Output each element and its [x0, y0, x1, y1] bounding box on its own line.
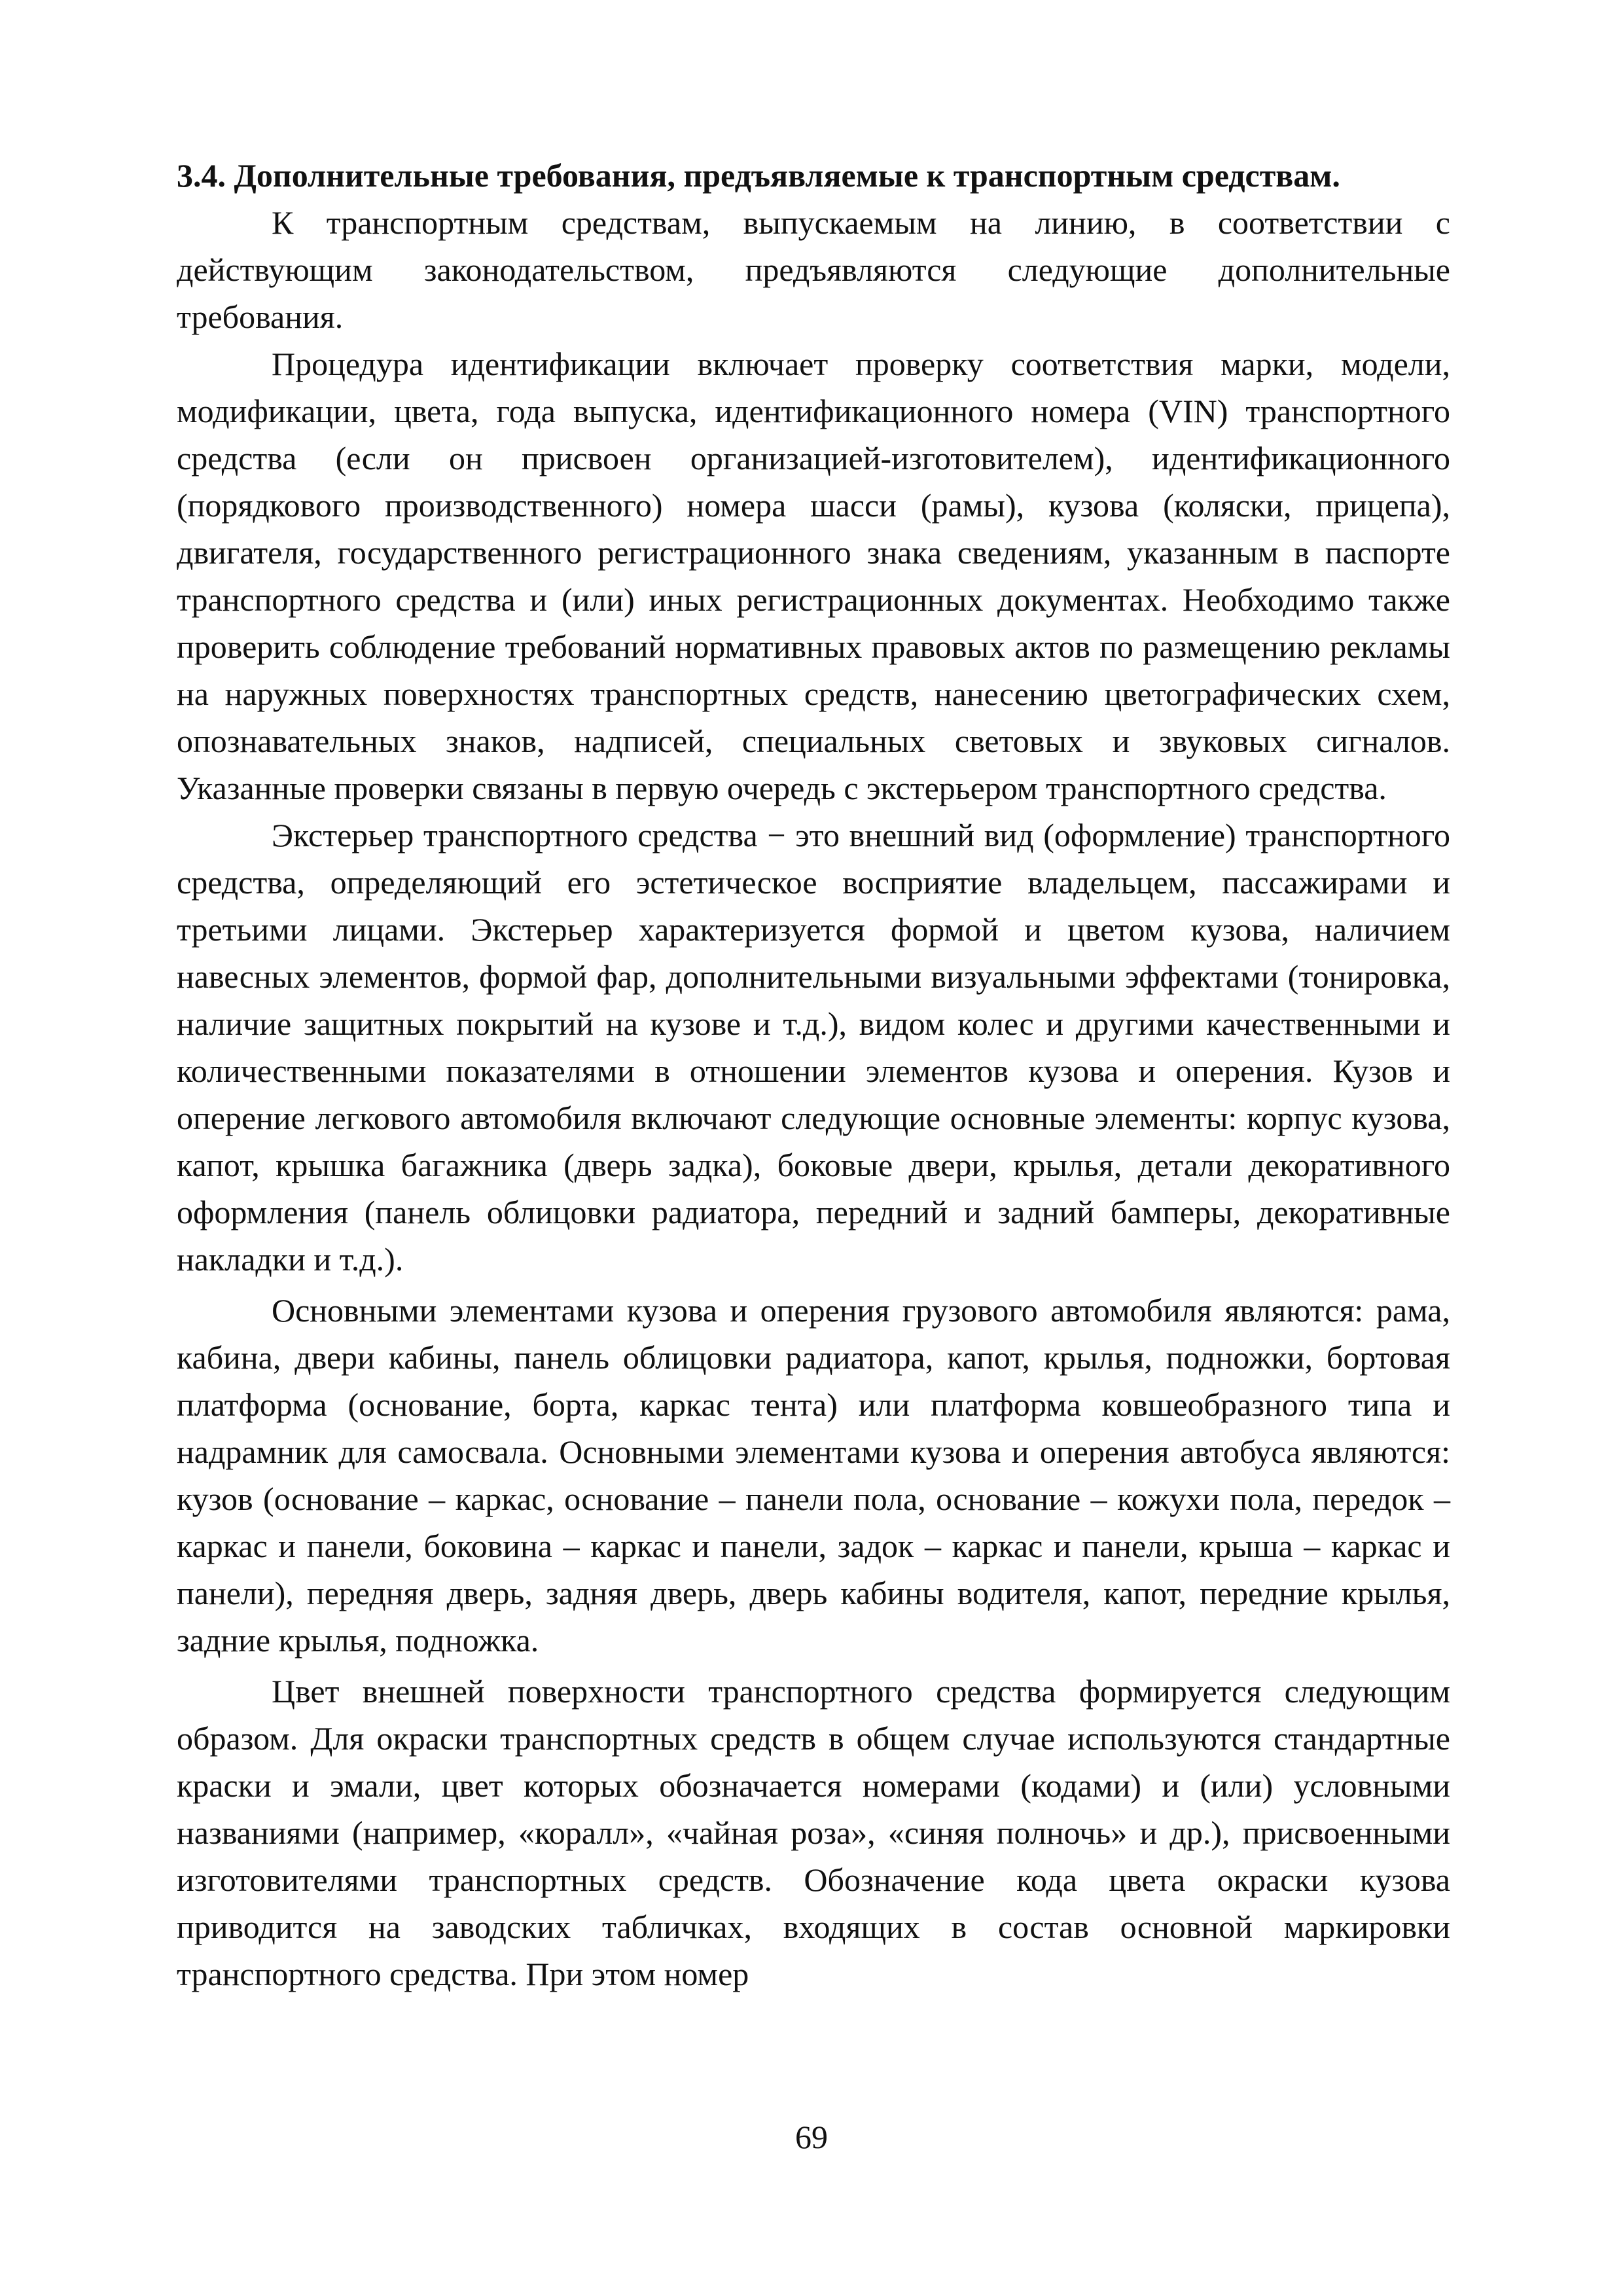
page-number: 69: [795, 2119, 828, 2155]
paragraph-body-elements: Основными элементами кузова и оперения грузового автомобиля являются: рама, кабина, двери кабины, панель облицовки радиатора, капот, крылья, подножки, бортовая платформа (основание, борта, каркас тента) или платформа ковшеобразного типа и надрамник для самосвала. Основными элементами кузова и оперения автобуса являются: кузов (основание – каркас, основание – панели пола, основание – кожухи пола, передок – каркас и панели, боковина – каркас и панели, задок – каркас и панели, крыша – каркас и панели), передняя дверь, задняя дверь, дверь кабины водителя, капот, передние крылья, задние крылья, подножка.: [177, 1292, 1450, 1659]
paragraph-surface-color: Цвет внешней поверхности транспортного средства формируется следующим образом. Для окраски транспортных средств в общем случае используются стандартные краски и эмали, цвет которых обозначается номерами (кодами) и (или) условными названиями (например, «коралл», «чайная роза», «синяя полночь» и др.), присвоенными изготовителями транспортных средств. Обозначение кода цвета окраски кузова приводится на заводских табличках, входящих в состав основной маркировки транспортного средства. При этом номер: [177, 1673, 1450, 1992]
paragraph-vehicle-exterior: Экстерьер транспортного средства − это внешний вид (оформление) транспортного средства, определяющий его эстетическое восприятие владельцем, пассажирами и третьими лицами. Экстерьер характеризуется формой и цветом кузова, наличием навесных элементов, формой фар, дополнительными визуальными эффектами (тонировка, наличие защитных покрытий на кузове и т.д.), видом колес и другими качественными и количественными показателями в отношении элементов кузова и оперения. Кузов и оперение легкового автомобиля включают следующие основные элементы: корпус кузова, капот, крышка багажника (дверь задка), боковые двери, крылья, детали декоративного оформления (панель облицовки радиатора, передний и задний бамперы, декоративные накладки и т.д.).: [177, 817, 1450, 1278]
section-heading: 3.4. Дополнительные требования, предъявляемые к транспортным средствам.: [177, 157, 1340, 194]
page-body: [177, 152, 1450, 1998]
paragraph-requirements-intro: К транспортным средствам, выпускаемым на линию, в соответствии с действующим законодательством, предъявляются следующие дополнительные требования.: [177, 204, 1450, 335]
paragraph-identification-procedure: Процедура идентификации включает проверку соответствия марки, модели, модификации, цвета, года выпуска, идентификационного номера (VIN) транспортного средства (если он присвоен организацией-изготовителем), идентификационного (порядкового производственного) номера шасси (рамы), кузова (коляски, прицепа), двигателя, государственного регистрационного знака сведениям, указанным в паспорте транспортного средства и (или) иных регистрационных документах. Необходимо также проверить соблюдение требований нормативных правовых актов по размещению рекламы на наружных поверхностях транспортных средств, нанесению цветографических схем, опознавательных знаков, надписей, специальных световых и звуковых сигналов. Указанные проверки связаны в первую очередь с экстерьером транспортного средства.: [177, 346, 1450, 806]
